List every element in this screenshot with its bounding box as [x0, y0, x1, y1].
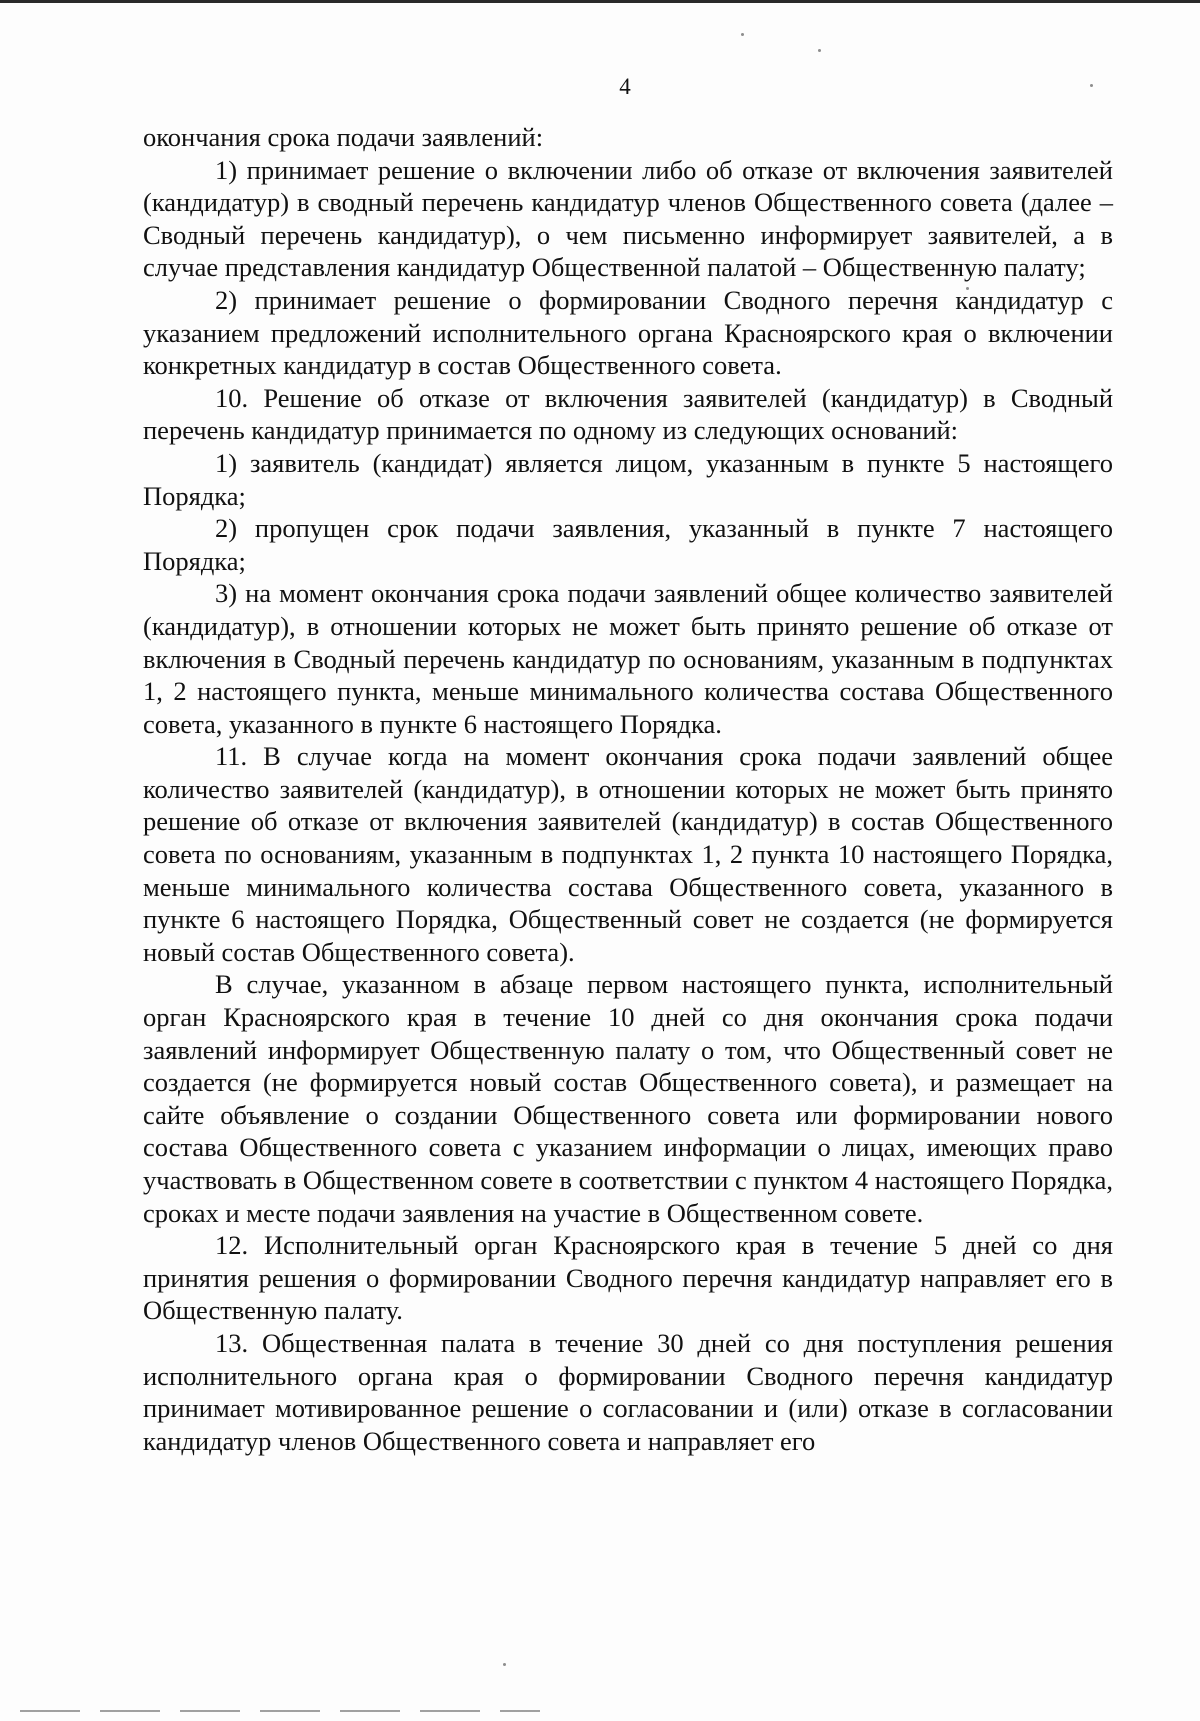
scan-bottom-edge	[20, 1710, 540, 1712]
scan-speck	[818, 49, 821, 52]
paragraph-continuation: окончания срока подачи заявлений:	[143, 122, 544, 152]
paragraph-clause-12: 12. Исполнительный орган Красноярского края в течение 5 дней со дня принятия решения о формировании Сводного перечня кандидатур направляет его в Общественную палату.	[143, 1230, 1113, 1326]
paragraph-clause-10: 10. Решение об отказе от включения заявителей (кандидатур) в Сводный перечень кандидатур принимается по одному из следующих оснований:	[143, 382, 1113, 446]
scan-speck	[503, 1663, 506, 1666]
paragraph-clause-10-item-3: 3) на момент окончания срока подачи заявлений общее количество заявителей (кандидатур), в отношении которых не может быть принято решение об отказе от включения в Сводный перечень кандидатур по основаниям, указанным в подпунктах 1, 2 настоящего пункта, меньше минимального количества состава Общественного совета, указанного в пункте 6 настоящего Порядка.	[143, 578, 1113, 739]
paragraph-item-2: 2) принимает решение о формировании Сводного перечня кандидатур с указанием предложений исполнительного органа Красноярского края о включении конкретных кандидатур в состав Общественного совета.	[143, 284, 1113, 381]
document-body	[143, 121, 1113, 1457]
paragraph-clause-10-item-2: 2) пропущен срок подачи заявления, указанный в пункте 7 настоящего Порядка;	[143, 513, 1113, 576]
paragraph-clause-13: 13. Общественная палата в течение 30 дней со дня поступления решения исполнительного органа края о формировании Сводного перечня кандидатур принимает мотивированное решение о согласовании и (или) отказе в согласовании кандидатур членов Общественного совета и направляет его	[143, 1327, 1113, 1456]
paragraph-clause-11: 11. В случае когда на момент окончания срока подачи заявлений общее количество заявителей (кандидатур), в отношении которых не может быть принято решение об отказе от включения заявителей (кандидатур) в состав Общественного совета по основаниям, указанным в подпунктах 1, 2 пункта 10 настоящего Порядка, меньше минимального количества состава Общественного совета, указанного в пункте 6 настоящего Порядка, Общественный совет не создается (не формируется новый состав Общественного совета).	[143, 741, 1113, 967]
paragraph-clause-10-item-1: 1) заявитель (кандидат) является лицом, указанным в пункте 5 настоящего Порядка;	[143, 447, 1113, 511]
paragraph-item-1: 1) принимает решение о включении либо об отказе от включения заявителей (кандидатур) в сводный перечень кандидатур членов Общественного совета (далее – Сводный перечень кандидатур), о чем письменно информирует заявителей, а в случае представления кандидатур Общественной палатой – Общественную палату;	[143, 154, 1113, 283]
page-number: 4	[619, 74, 631, 99]
paragraph-clause-11-second: В случае, указанном в абзаце первом настоящего пункта, исполнительный орган Красноярского края в течение 10 дней со дня окончания срока подачи заявлений информирует Общественную палату о том, что Общественный совет не создается (не формируется новый состав Общественного совета), и размещает на сайте объявление о создании Общественного совета или формировании нового состава Общественного совета с указанием информации о лицах, имеющих право участвовать в Общественном совете в соответствии с пунктом 4 настоящего Порядка, сроках и месте подачи заявления на участие в Общественном совете.	[143, 969, 1114, 1228]
scan-speck	[741, 33, 744, 36]
scan-top-edge	[0, 0, 1200, 3]
